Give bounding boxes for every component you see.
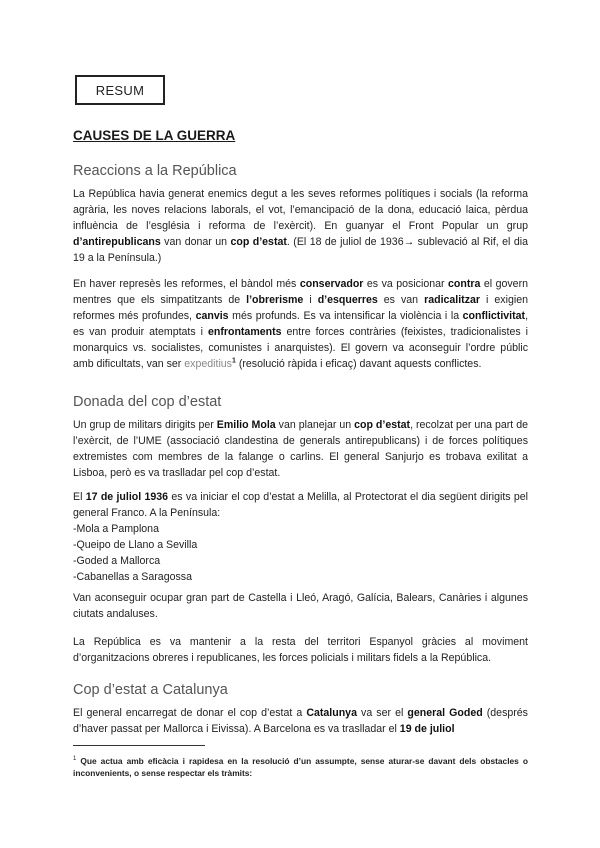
page-title: CAUSES DE LA GUERRA	[73, 128, 236, 143]
paragraph-cop-estat-4: La República es va mantenir a la resta del territori Espanyol gràcies al moviment d’organitzacions obreres i republicanes, les forces policials i militars fidels a la República.	[73, 636, 528, 665]
paragraph-catalunya-1: El general encarregat de donar el cop d’estat a Catalunya va ser el general Goded (després d’haver passat per Mallorca i Eivissa). A Barcelona es va traslladar el 19 de juliol	[73, 707, 528, 736]
list-item: -Goded a Mallorca	[73, 555, 161, 568]
footnote: $^1$ Que actua amb eficàcia i rapidesa en la resolució d’un assumpte, sense aturar-se davant dels obstacles o inconvenients, o sense respectar els tràmits:	[73, 755, 528, 778]
footnote-term: expeditius	[184, 358, 232, 371]
list-item: -Cabanellas a Saragossa	[73, 571, 192, 584]
section-heading-cop-estat: Donada del cop d’estat	[73, 394, 222, 410]
paragraph-cop-estat-1: Un grup de militars dirigits per Emilio Mola van planejar un cop d’estat, recolzat per una part de l’exèrcit, de l’UME (associació clandestina de generals antirepublicans) i de forces polítiques extremistes com membres de la falange o carlins. El general Sanjurjo es trobava exilitat a Lisboa, però es va traslladar pel cop d’estat.	[73, 419, 528, 480]
list-item: -Mola a Pamplona	[73, 523, 159, 536]
section-heading-reaccions: Reaccions a la República	[73, 163, 237, 179]
section-heading-catalunya: Cop d’estat a Catalunya	[73, 682, 228, 698]
resum-box: RESUM	[75, 75, 165, 105]
footnote-ref[interactable]: 1	[231, 357, 236, 365]
footnote-mark: 1	[73, 756, 77, 762]
list-item: -Queipo de Llano a Sevilla	[73, 539, 198, 552]
paragraph-cop-estat-2: El 17 de juliol 1936 es va iniciar el cop d’estat a Melilla, al Protectorat el dia següent dirigits pel general Franco. A la Península: -Mola a Pamplona -Queipo de Llano a Sevilla -Goded a Mallorca -Cabanellas a Saragossa	[73, 489, 528, 586]
footnote-separator	[73, 745, 205, 746]
paragraph-reaccions-1: La República havia generat enemics degut a les seves reformes polítiques i socials (la reforma agrària, les noves relacions laborals, el vot, l’emancipació de la dona, educació laica, pèrdua influència de l’església i reforma de l’exèrcit). En guanyar el Front Popular un grup d’antirepublicans van donar un cop d’estat. (El 18 de juliol de 1936→ sublevació al Rif, el dia 19 a la Península.)	[73, 188, 528, 265]
paragraph-cop-estat-3: Van aconseguir ocupar gran part de Castella i Lleó, Aragó, Galícia, Balears, Canàries i algunes ciutats andaluses.	[73, 592, 528, 621]
paragraph-reaccions-2: En haver represès les reformes, el bàndol més conservador es va posicionar contra el govern mentres que els simpatitzants de l’obrerisme i d’esquerres es van radicalitzar i exigien reformes més profundes, canvis més profunds. Es va intensificar la violència i la conflictivitat, es van produir atemptats i enfrontaments entre forces contràries (feixistes, tradicionalistes i monarquics vs. socialistes, comunistes i anarquistes). El govern va aconseguir l’ordre públic amb dificultats, van ser expeditius$^1$ (resolució ràpida i eficaç) davant aquests conflictes.	[73, 278, 529, 371]
